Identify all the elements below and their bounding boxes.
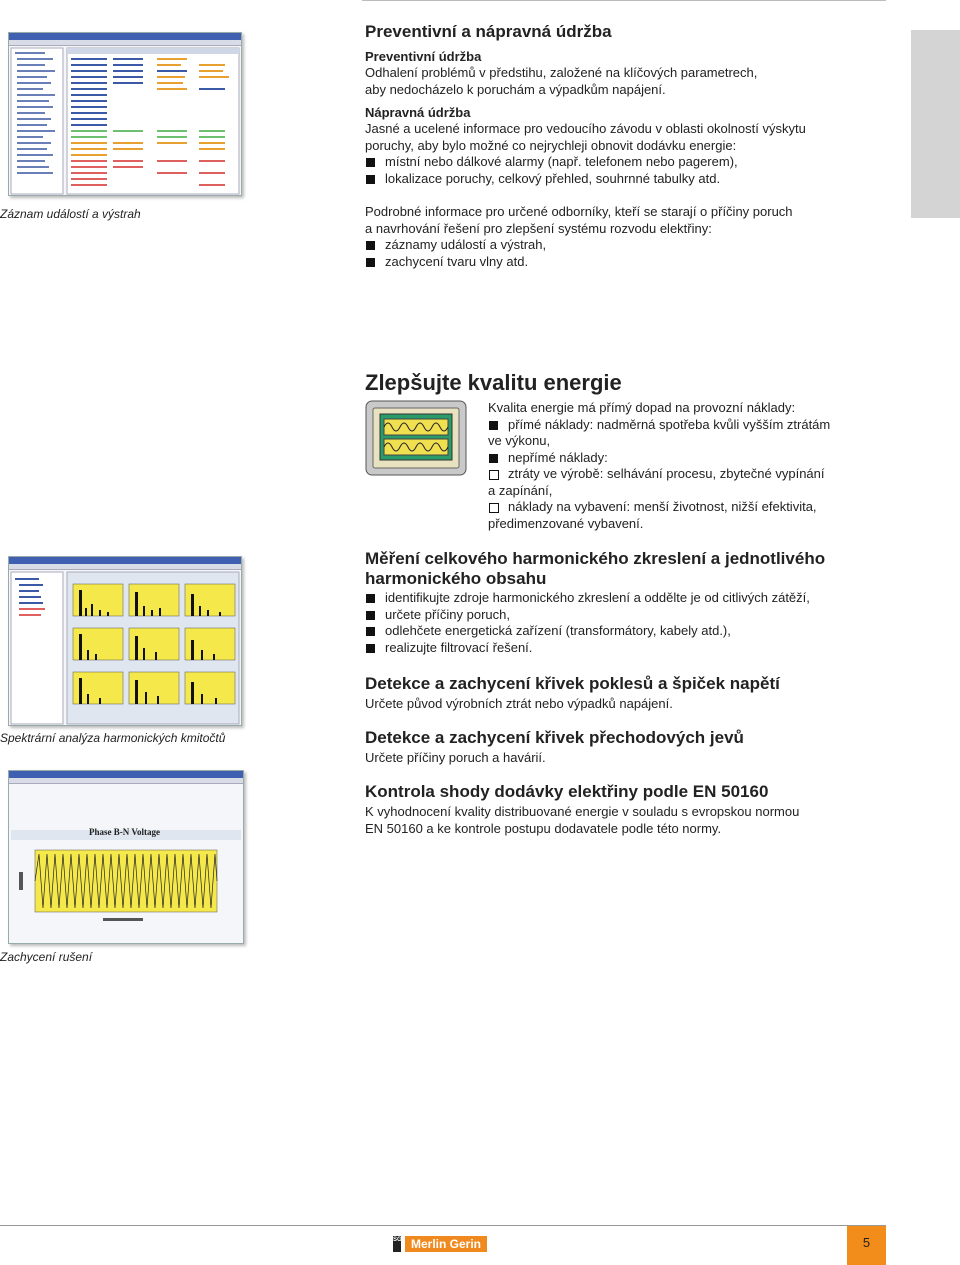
logo-mark: SG	[393, 1236, 401, 1252]
paragraph-line: K vyhodnocení kvality distribuované energie v souladu s evropskou normou	[365, 804, 800, 819]
page-number: 5	[847, 1226, 886, 1265]
transients-section	[365, 728, 885, 767]
bullet-item: zachycení tvaru vlny atd.	[365, 254, 885, 271]
footer-rule	[0, 1225, 886, 1226]
paragraph-line: Jasné a ucelené informace pro vedoucího závodu v oblasti okolností výskytu	[365, 121, 806, 136]
bullet-item: lokalizace poruchy, celkový přehled, souhrnné tabulky atd.	[365, 171, 885, 188]
section-title: Detekce a zachycení křivek přechodových jevů	[365, 728, 744, 747]
caption-events: Záznam událostí a výstrah	[0, 207, 141, 221]
paragraph-line: aby nedocházelo k poruchám a výpadkům napájení.	[365, 81, 666, 97]
bullet-item-open: ztráty ve výrobě: selhávání procesu, zbytečné vypínání	[488, 466, 888, 483]
bullet-item: místní nebo dálkové alarmy (např. telefonem nebo pagerem),	[365, 154, 885, 171]
bullet-item: identifikujte zdroje harmonického zkreslení a oddělte je od citlivých zátěží,	[365, 590, 885, 607]
top-rule	[362, 0, 886, 1]
harmonics-section	[365, 549, 885, 656]
event-log-screenshot	[8, 32, 242, 196]
power-quality-text	[488, 400, 888, 532]
en50160-section	[365, 782, 885, 837]
side-tab	[911, 30, 960, 218]
logo-name: Merlin Gerin	[405, 1236, 487, 1252]
section-title: Kontrola shody dodávky elektřiny podle EN 50160	[365, 782, 769, 801]
section-title: Zlepšujte kvalitu energie	[365, 370, 622, 395]
paragraph-line: Odhalení problémů v předstihu, založené na klíčových parametrech,	[365, 65, 758, 80]
caption-spectrum: Spektrární analýza harmonických kmitočtů	[0, 731, 226, 745]
waveform-monitor-icon	[365, 400, 467, 476]
maintenance-section	[365, 22, 885, 270]
paragraph-line: Podrobné informace pro určené odborníky, kteří se starají o příčiny poruch	[365, 204, 793, 219]
bullet-item: přímé náklady: nadměrná spotřeba kvůli vyšším ztrátám	[488, 417, 888, 434]
caption-disturbance: Zachycení rušení	[0, 950, 93, 964]
sags-section	[365, 674, 885, 713]
waveform-graphic	[9, 784, 243, 944]
bullet-item: určete příčiny poruch,	[365, 607, 885, 624]
event-table-graphic	[9, 46, 241, 196]
paragraph-line: předimenzované vybavení.	[488, 515, 644, 531]
paragraph-line: Určete původ výrobních ztrát nebo výpadků napájení.	[365, 696, 673, 711]
power-quality-section	[365, 370, 885, 396]
bullet-item: nepřímé náklady:	[488, 450, 888, 467]
merlin-gerin-logo	[393, 1236, 487, 1252]
paragraph-line: ve výkonu,	[488, 433, 551, 448]
section-title: Detekce a zachycení křivek poklesů a špiček napětí	[365, 674, 780, 693]
waveform-chart-title: Phase B-N Voltage	[89, 827, 161, 837]
subheading: Preventivní údržba	[365, 49, 482, 64]
paragraph-line: Kvalita energie má přímý dopad na provozní náklady:	[488, 400, 796, 415]
paragraph-line: EN 50160 a ke kontrole postupu dodavatele podle této normy.	[365, 820, 722, 836]
paragraph-line: a navrhování řešení pro zlepšení systému rozvodu elektřiny:	[365, 220, 712, 236]
section-title: harmonického obsahu	[365, 569, 547, 588]
disturbance-screenshot	[8, 770, 244, 944]
paragraph-line: poruchy, aby bylo možné co nejrychleji obnovit dodávku energie:	[365, 137, 737, 153]
paragraph-line: a zapínání,	[488, 482, 553, 498]
spectrum-screenshot	[8, 556, 242, 726]
spectrum-graphic	[9, 570, 241, 726]
paragraph-line: Určete příčiny poruch a havárií.	[365, 750, 546, 765]
bullet-item-open: náklady na vybavení: menší životnost, nižší efektivita,	[488, 499, 888, 516]
section-title: Měření celkového harmonického zkreslení a jednotlivého	[365, 549, 826, 568]
bullet-item: záznamy událostí a výstrah,	[365, 237, 885, 254]
bullet-item: realizujte filtrovací řešení.	[365, 640, 885, 657]
section-title: Preventivní a nápravná údržba	[365, 22, 612, 41]
subheading: Nápravná údržba	[365, 105, 471, 120]
bullet-item: odlehčete energetická zařízení (transformátory, kabely atd.),	[365, 623, 885, 640]
